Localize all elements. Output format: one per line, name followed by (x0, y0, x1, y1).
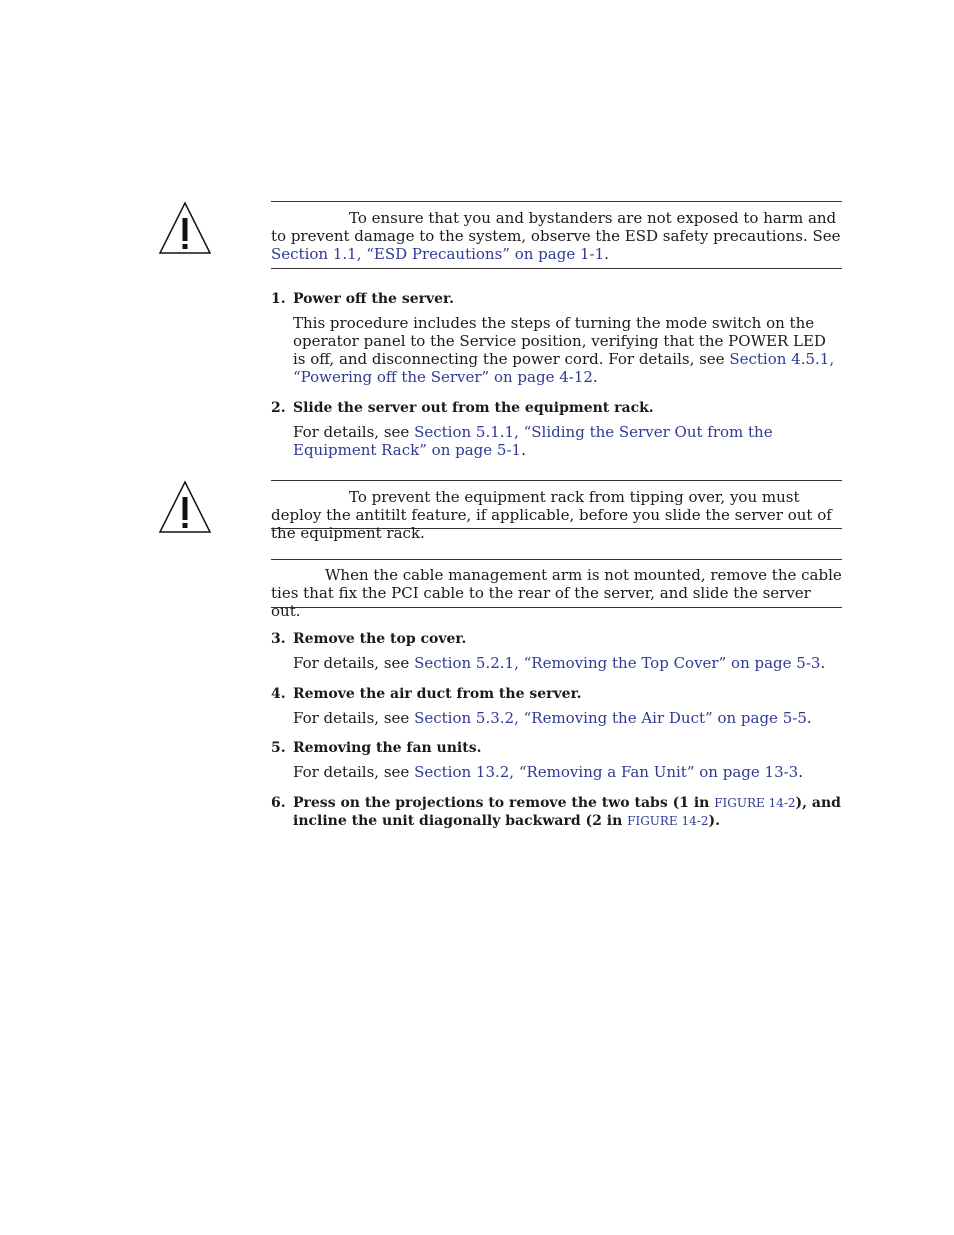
step-body: This procedure includes the steps of turning the mode switch on the operator panel to the Service position, verifying that the POWER LED is off, and disconnecting the power cord. For details, see Section 4.5.1, “Powering off the Server” on page 4-12. (293, 314, 835, 386)
step-2: 2. Slide the server out from the equipment rack. For details, see Section 5.1.1, “Sliding the Server Out from the Equipment Rack” on page 5-1. (271, 399, 843, 459)
esd-precautions-link[interactable]: Section 1.1, “ESD Precautions” on page 1-1 (271, 245, 605, 263)
air-duct-link[interactable]: Section 5.3.2, “Removing the Air Duct” on page 5-5 (414, 709, 807, 727)
step-1: 1. Power off the server. This procedure includes the steps of turning the mode switch on the operator panel to the Service position, verifying that the POWER LED is off, and disconnecting the power cord. For details, see Section 4.5.1, “Powering off the Server” on page 4-12. (271, 290, 843, 386)
step-heading: Removing the fan units. (293, 740, 482, 756)
sliding-server-link[interactable]: Section 5.1.1, “Sliding the Server Out from the Equipment Rack” on page 5-1 (293, 423, 773, 459)
top-cover-link[interactable]: Section 5.2.1, “Removing the Top Cover” on page 5-3 (414, 654, 821, 672)
step-body: For details, see Section 5.3.2, “Removing the Air Duct” on page 5-5. (293, 709, 812, 727)
note-text: When the cable management arm is not mounted, remove the cable ties that fix the PCI cable to the rear of the server, and slide the server out. (271, 566, 842, 620)
step-body: For details, see Section 5.2.1, “Removing the Top Cover” on page 5-3. (293, 654, 826, 672)
step-heading: Remove the top cover. (293, 631, 467, 647)
caution-notice (271, 201, 842, 269)
step-heading: Power off the server. (293, 291, 454, 307)
step-6: 6. Press on the projections to remove the two tabs (1 in FIGURE 14-2), and incline the unit diagonally backward (2 in FIGURE 14-2). (271, 794, 843, 830)
caution-text: To ensure that you and bystanders are not exposed to harm and to prevent damage to the system, observe the ESD safety precautions. See Section 1.1, “ESD Precautions” on page 1-1. (271, 209, 841, 263)
step-heading: Remove the air duct from the server. (293, 686, 582, 702)
figure-link[interactable]: FIGURE 14-2 (627, 814, 709, 828)
step-4: 4. Remove the air duct from the server. For details, see Section 5.3.2, “Removing the Air Duct” on page 5-5. (271, 685, 843, 727)
step-heading: Slide the server out from the equipment rack. (293, 400, 654, 416)
figure-link[interactable]: FIGURE 14-2 (714, 796, 796, 810)
step-body: For details, see Section 5.1.1, “Sliding the Server Out from the Equipment Rack” on page 5-1. (293, 423, 773, 459)
caution-text: To prevent the equipment rack from tipping over, you must deploy the antitilt feature, if applicable, before you slide the server out of the equipment rack. (271, 488, 832, 542)
caution-icon (158, 480, 212, 534)
step-heading: Press on the projections to remove the two tabs (1 in FIGURE 14-2), and incline the unit diagonally backward (2 in FIGURE 14-2). (293, 795, 841, 829)
step-5: 5. Removing the fan units. For details, see Section 13.2, “Removing a Fan Unit” on page 13-3. (271, 739, 843, 781)
fan-unit-link[interactable]: Section 13.2, “Removing a Fan Unit” on page 13-3 (414, 763, 799, 781)
step-3: 3. Remove the top cover. For details, see Section 5.2.1, “Removing the Top Cover” on page 5-3. (271, 630, 843, 672)
caution-icon (158, 201, 212, 255)
step-body: For details, see Section 13.2, “Removing a Fan Unit” on page 13-3. (293, 763, 803, 781)
powering-off-link[interactable]: Section 4.5.1, “Powering off the Server” on page 4-12 (293, 350, 835, 386)
note-notice (271, 559, 842, 620)
caution-notice (271, 480, 842, 542)
